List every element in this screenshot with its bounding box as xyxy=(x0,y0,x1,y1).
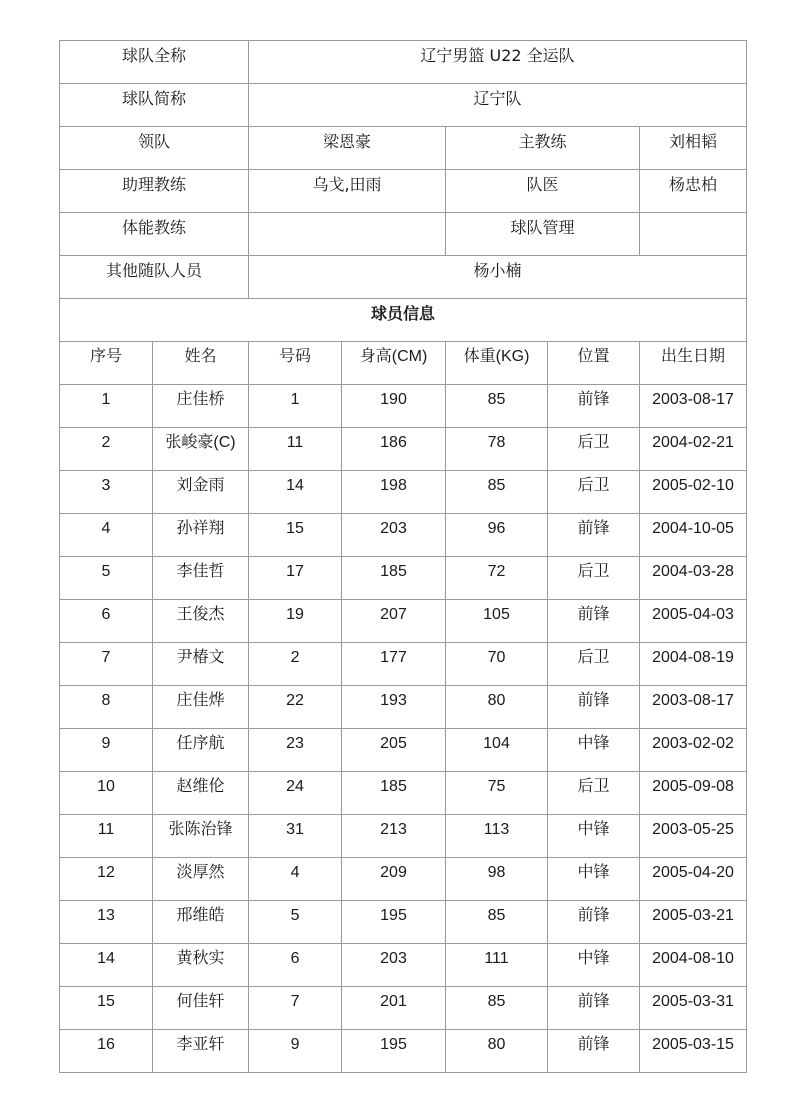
player-index: 14 xyxy=(60,944,153,987)
player-birthdate: 2005-04-20 xyxy=(640,858,747,901)
player-index: 2 xyxy=(60,428,153,471)
assistant-coach-label: 助理教练 xyxy=(60,170,249,213)
player-row xyxy=(60,428,747,471)
team-doctor-value: 杨忠柏 xyxy=(640,170,747,213)
player-height: 209 xyxy=(342,858,446,901)
player-name: 张陈治锋 xyxy=(153,815,249,858)
player-position: 后卫 xyxy=(548,471,640,514)
player-name: 淡厚然 xyxy=(153,858,249,901)
player-birthdate: 2005-03-15 xyxy=(640,1030,747,1073)
column-header: 出生日期 xyxy=(640,342,747,385)
player-row xyxy=(60,944,747,987)
team-manager-value xyxy=(640,213,747,256)
leader-value: 梁恩豪 xyxy=(249,127,446,170)
player-number: 5 xyxy=(249,901,342,944)
fitness-coach-value xyxy=(249,213,446,256)
player-number: 22 xyxy=(249,686,342,729)
player-birthdate: 2005-02-10 xyxy=(640,471,747,514)
player-number: 31 xyxy=(249,815,342,858)
column-header: 号码 xyxy=(249,342,342,385)
column-header: 体重(KG) xyxy=(446,342,548,385)
player-index: 6 xyxy=(60,600,153,643)
player-name: 何佳轩 xyxy=(153,987,249,1030)
full-name-value: 辽宁男篮 U22 全运队 xyxy=(249,41,747,84)
player-position: 前锋 xyxy=(548,600,640,643)
player-number: 6 xyxy=(249,944,342,987)
column-header: 序号 xyxy=(60,342,153,385)
player-name: 庄佳烨 xyxy=(153,686,249,729)
column-header: 身高(CM) xyxy=(342,342,446,385)
player-position: 后卫 xyxy=(548,428,640,471)
player-position: 中锋 xyxy=(548,815,640,858)
player-weight: 75 xyxy=(446,772,548,815)
short-name-label: 球队简称 xyxy=(60,84,249,127)
player-height: 177 xyxy=(342,643,446,686)
team-manager-label: 球队管理 xyxy=(446,213,640,256)
fitness-coach-label: 体能教练 xyxy=(60,213,249,256)
player-number: 23 xyxy=(249,729,342,772)
player-position: 前锋 xyxy=(548,901,640,944)
player-height: 198 xyxy=(342,471,446,514)
leader-label: 领队 xyxy=(60,127,249,170)
player-height: 205 xyxy=(342,729,446,772)
player-weight: 113 xyxy=(446,815,548,858)
player-birthdate: 2004-02-21 xyxy=(640,428,747,471)
player-name: 刘金雨 xyxy=(153,471,249,514)
player-height: 195 xyxy=(342,901,446,944)
player-index: 11 xyxy=(60,815,153,858)
fitness-manager-row xyxy=(60,213,747,256)
player-index: 12 xyxy=(60,858,153,901)
player-row xyxy=(60,1030,747,1073)
player-birthdate: 2004-08-19 xyxy=(640,643,747,686)
other-staff-value: 杨小楠 xyxy=(249,256,747,299)
player-name: 李亚轩 xyxy=(153,1030,249,1073)
player-weight: 85 xyxy=(446,901,548,944)
player-birthdate: 2003-05-25 xyxy=(640,815,747,858)
player-index: 5 xyxy=(60,557,153,600)
player-row xyxy=(60,858,747,901)
player-position: 前锋 xyxy=(548,514,640,557)
player-index: 9 xyxy=(60,729,153,772)
player-birthdate: 2005-09-08 xyxy=(640,772,747,815)
player-row xyxy=(60,815,747,858)
player-row xyxy=(60,643,747,686)
player-name: 任序航 xyxy=(153,729,249,772)
column-header: 位置 xyxy=(548,342,640,385)
player-position: 中锋 xyxy=(548,729,640,772)
player-position: 后卫 xyxy=(548,772,640,815)
player-index: 1 xyxy=(60,385,153,428)
leader-coach-row xyxy=(60,127,747,170)
player-number: 7 xyxy=(249,987,342,1030)
player-name: 尹椿文 xyxy=(153,643,249,686)
player-row xyxy=(60,987,747,1030)
player-weight: 98 xyxy=(446,858,548,901)
player-height: 201 xyxy=(342,987,446,1030)
player-position: 后卫 xyxy=(548,643,640,686)
player-birthdate: 2005-03-21 xyxy=(640,901,747,944)
player-row xyxy=(60,514,747,557)
player-name: 邢维皓 xyxy=(153,901,249,944)
player-height: 195 xyxy=(342,1030,446,1073)
player-weight: 104 xyxy=(446,729,548,772)
player-row xyxy=(60,385,747,428)
player-birthdate: 2003-08-17 xyxy=(640,686,747,729)
player-birthdate: 2005-04-03 xyxy=(640,600,747,643)
player-height: 207 xyxy=(342,600,446,643)
full-name-label: 球队全称 xyxy=(60,41,249,84)
player-index: 7 xyxy=(60,643,153,686)
assistant-coach-value: 乌戈,田雨 xyxy=(249,170,446,213)
head-coach-value: 刘相韬 xyxy=(640,127,747,170)
player-index: 16 xyxy=(60,1030,153,1073)
player-index: 3 xyxy=(60,471,153,514)
team-roster-table xyxy=(59,40,747,1073)
players-section-row xyxy=(60,299,747,342)
short-name-value: 辽宁队 xyxy=(249,84,747,127)
player-birthdate: 2005-03-31 xyxy=(640,987,747,1030)
assistant-doctor-row xyxy=(60,170,747,213)
player-height: 186 xyxy=(342,428,446,471)
player-name: 王俊杰 xyxy=(153,600,249,643)
player-row xyxy=(60,729,747,772)
player-row xyxy=(60,471,747,514)
player-number: 15 xyxy=(249,514,342,557)
player-name: 庄佳桥 xyxy=(153,385,249,428)
player-height: 193 xyxy=(342,686,446,729)
head-coach-label: 主教练 xyxy=(446,127,640,170)
player-number: 9 xyxy=(249,1030,342,1073)
player-position: 前锋 xyxy=(548,1030,640,1073)
player-height: 213 xyxy=(342,815,446,858)
player-name: 黄秋实 xyxy=(153,944,249,987)
player-weight: 70 xyxy=(446,643,548,686)
full-name-row xyxy=(60,41,747,84)
player-weight: 85 xyxy=(446,385,548,428)
player-weight: 96 xyxy=(446,514,548,557)
player-number: 2 xyxy=(249,643,342,686)
column-header: 姓名 xyxy=(153,342,249,385)
player-name: 李佳哲 xyxy=(153,557,249,600)
player-position: 中锋 xyxy=(548,944,640,987)
player-birthdate: 2003-02-02 xyxy=(640,729,747,772)
player-number: 1 xyxy=(249,385,342,428)
player-height: 185 xyxy=(342,557,446,600)
player-height: 185 xyxy=(342,772,446,815)
player-birthdate: 2004-10-05 xyxy=(640,514,747,557)
player-row xyxy=(60,686,747,729)
player-birthdate: 2003-08-17 xyxy=(640,385,747,428)
player-position: 中锋 xyxy=(548,858,640,901)
player-number: 4 xyxy=(249,858,342,901)
player-height: 203 xyxy=(342,514,446,557)
player-row xyxy=(60,901,747,944)
player-birthdate: 2004-08-10 xyxy=(640,944,747,987)
player-number: 24 xyxy=(249,772,342,815)
player-index: 8 xyxy=(60,686,153,729)
players-section-title: 球员信息 xyxy=(60,299,747,342)
player-name: 孙祥翔 xyxy=(153,514,249,557)
player-position: 前锋 xyxy=(548,385,640,428)
player-index: 10 xyxy=(60,772,153,815)
player-row xyxy=(60,772,747,815)
player-row xyxy=(60,557,747,600)
player-weight: 78 xyxy=(446,428,548,471)
player-position: 前锋 xyxy=(548,987,640,1030)
player-index: 15 xyxy=(60,987,153,1030)
player-weight: 80 xyxy=(446,1030,548,1073)
other-staff-label: 其他随队人员 xyxy=(60,256,249,299)
other-staff-row xyxy=(60,256,747,299)
short-name-row xyxy=(60,84,747,127)
player-index: 13 xyxy=(60,901,153,944)
player-height: 203 xyxy=(342,944,446,987)
player-number: 11 xyxy=(249,428,342,471)
player-weight: 85 xyxy=(446,471,548,514)
player-number: 19 xyxy=(249,600,342,643)
player-row xyxy=(60,600,747,643)
player-position: 前锋 xyxy=(548,686,640,729)
player-weight: 85 xyxy=(446,987,548,1030)
team-doctor-label: 队医 xyxy=(446,170,640,213)
player-weight: 105 xyxy=(446,600,548,643)
player-number: 14 xyxy=(249,471,342,514)
player-height: 190 xyxy=(342,385,446,428)
player-name: 张峻豪(C) xyxy=(153,428,249,471)
player-birthdate: 2004-03-28 xyxy=(640,557,747,600)
players-header-row xyxy=(60,342,747,385)
player-position: 后卫 xyxy=(548,557,640,600)
player-weight: 80 xyxy=(446,686,548,729)
player-weight: 72 xyxy=(446,557,548,600)
player-number: 17 xyxy=(249,557,342,600)
player-index: 4 xyxy=(60,514,153,557)
player-name: 赵维伦 xyxy=(153,772,249,815)
player-weight: 111 xyxy=(446,944,548,987)
